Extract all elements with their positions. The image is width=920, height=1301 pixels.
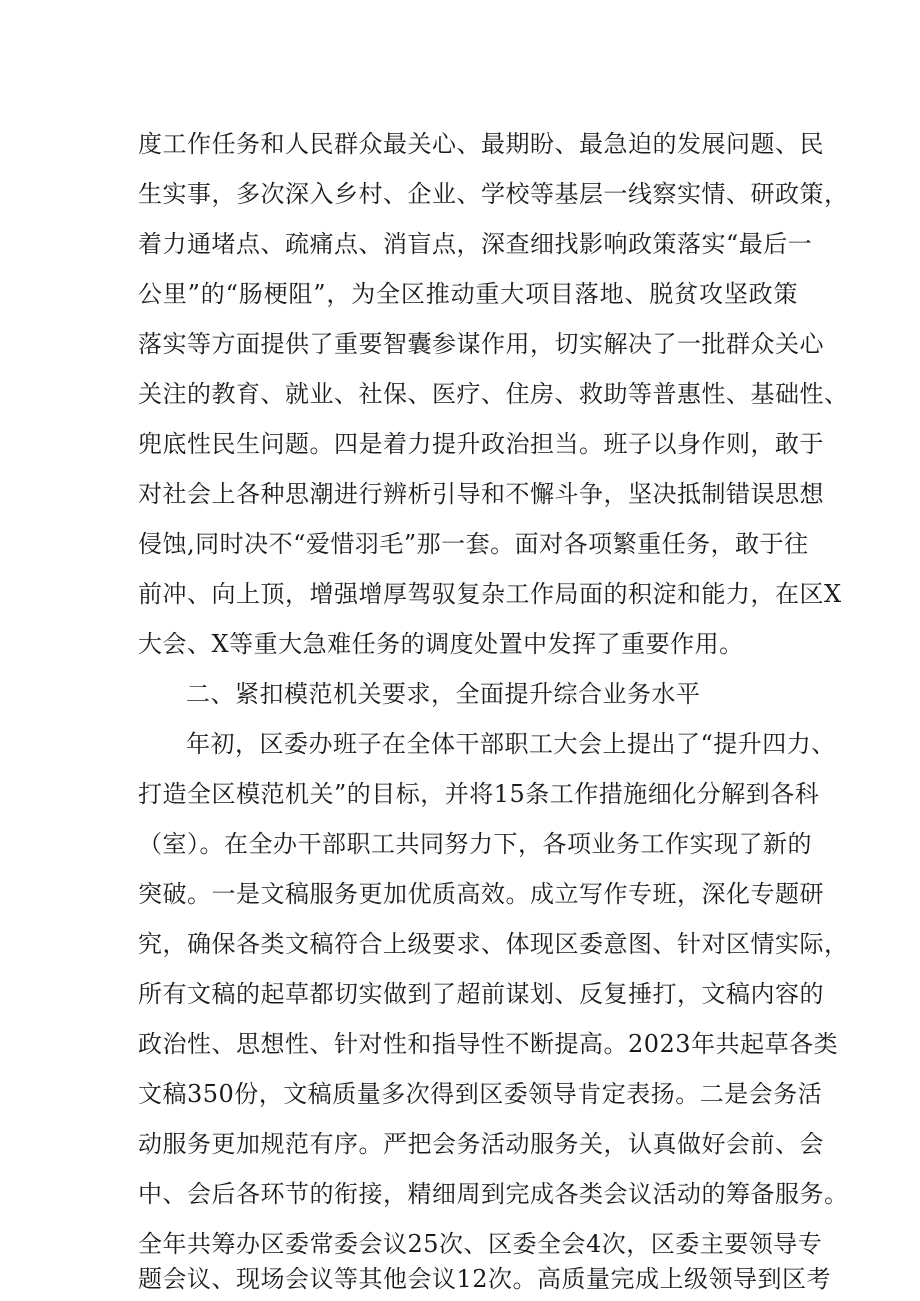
text-line-24: 题会议、现场会议等其他会议12次。高质量完成上级领导到区考 (138, 1265, 832, 1293)
text-line-23: 全年共筹办区委常委会议25次、区委全会4次，区委主要领导专 (138, 1230, 823, 1258)
text-line-21: 动服务更加规范有序。严把会务活动服务关，认真做好会前、会 (138, 1130, 824, 1158)
text-line-20: 文稿350份，文稿质量多次得到区委领导肯定表扬。二是会务活 (138, 1080, 823, 1108)
text-line-22: 中、会后各环节的衔接，精细周到完成各类会议活动的筹备服务。 (138, 1180, 849, 1208)
text-line-11: 大会、X等重大急难任务的调度处置中发挥了重要作用。 (138, 630, 744, 658)
text-line-7: 兜底性民生问题。四是着力提升政治担当。班子以身作则，敢于 (138, 430, 824, 458)
text-line-5: 落实等方面提供了重要智囊参谋作用，切实解决了一批群众关心 (138, 330, 824, 358)
text-line-15: （室）。在全办干部职工共同努力下，各项业务工作实现了新的 (138, 830, 812, 858)
text-line-18: 所有文稿的起草都切实做到了超前谋划、反复捶打，文稿内容的 (138, 980, 824, 1008)
text-line-9: 侵蚀,同时决不“爱惜羽毛”那一套。面对各项繁重任务，敢于往 (138, 530, 809, 558)
text-line-16: 突破。一是文稿服务更加优质高效。成立写作专班，深化专题研 (138, 880, 824, 908)
text-line-13: 年初，区委办班子在全体干部职工大会上提出了“提升四力、 (186, 730, 836, 758)
text-line-10: 前冲、向上顶，增强增厚驾驭复杂工作局面的积淀和能力，在区X (138, 580, 842, 608)
section-heading: 二、紧扣模范机关要求，全面提升综合业务水平 (186, 680, 701, 708)
text-line-19: 政治性、思想性、针对性和指导性不断提高。2023年共起草各类 (138, 1030, 839, 1058)
text-line-1: 度工作任务和人民群众最关心、最期盼、最急迫的发展问题、民 (138, 130, 824, 158)
text-line-6: 关注的教育、就业、社保、医疗、住房、救助等普惠性、基础性、 (138, 380, 849, 408)
text-line-8: 对社会上各种思潮进行辨析引导和不懈斗争，坚决抵制错误思想 (138, 480, 824, 508)
text-line-2: 生实事，多次深入乡村、企业、学校等基层一线察实情、研政策， (138, 180, 849, 208)
text-line-17: 究，确保各类文稿符合上级要求、体现区委意图、针对区情实际， (138, 930, 849, 958)
text-line-4: 公里”的“肠梗阻”，为全区推动重大项目落地、脱贫攻坚政策 (138, 280, 798, 308)
text-line-3: 着力通堵点、疏痛点、消盲点，深查细找影响政策落实“最后一 (138, 230, 813, 258)
text-line-14: 打造全区模范机关”的目标，并将15条工作措施细化分解到各科 (138, 780, 820, 808)
